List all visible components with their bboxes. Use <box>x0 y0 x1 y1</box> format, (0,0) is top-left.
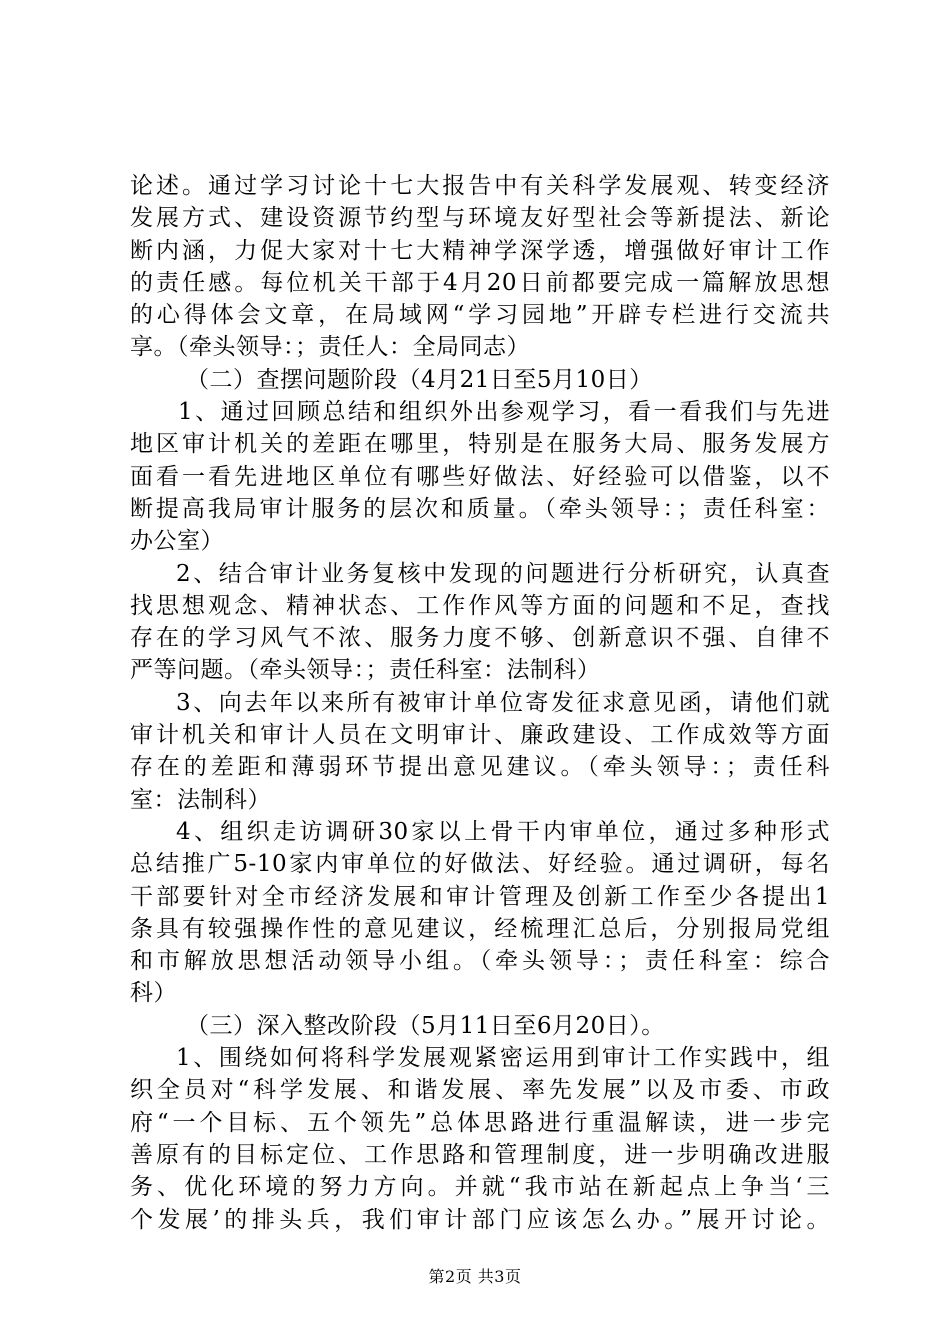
text-line: 审计机关和审计人员在文明审计、廉政建设、工作成效等方面 <box>130 722 830 749</box>
text-line: 3、向去年以来所有被审计单位寄发征求意见函，请他们就 <box>176 689 830 716</box>
text-line: 总结推广5-10家内审单位的好做法、好经验。通过调研，每名 <box>130 851 830 878</box>
text-line: 存在的差距和薄弱环节提出意见建议。（牵头领导：；责任科 <box>130 754 830 781</box>
text-line: 办公室） <box>130 528 224 555</box>
document-body <box>130 170 830 1236</box>
text-line: 断提高我局审计服务的层次和质量。（牵头领导：；责任科室： <box>130 495 830 522</box>
text-line: 的责任感。每位机关干部于4月20日前都要完成一篇解放思想 <box>130 269 830 296</box>
text-line: 的心得体会文章，在局域网“学习园地”开辟专栏进行交流共 <box>130 302 830 329</box>
text-line: 享。（牵头领导：；责任人：全局同志） <box>130 334 530 361</box>
text-line: 1、通过回顾总结和组织外出参观学习，看一看我们与先进 <box>178 399 830 426</box>
text-line: 找思想观念、精神状态、工作作风等方面的问题和不足，查找 <box>130 592 830 619</box>
text-line: 4、组织走访调研30家以上骨干内审单位，通过多种形式 <box>176 818 830 845</box>
text-line: 存在的学习风气不浓、服务力度不够、创新意识不强、自律不 <box>130 625 830 652</box>
text-line: 发展方式、建设资源节约型与环境友好型社会等新提法、新论 <box>130 205 830 232</box>
text-line: 个发展’的排头兵，我们审计部门应该怎么办。”展开讨论。 <box>130 1206 830 1233</box>
text-line: 严等问题。（牵头领导：；责任科室：法制科） <box>130 657 601 684</box>
section-heading: （三）深入整改阶段（5月11日至6月20日）。 <box>186 1012 665 1039</box>
text-line: 断内涵，力促大家对十七大精神学深学透，增强做好审计工作 <box>130 237 830 264</box>
page-number-footer: 第2页 共3页 <box>428 1267 522 1286</box>
text-line: 和市解放思想活动领导小组。（牵头领导：；责任科室：综合 <box>130 948 830 975</box>
text-line: 府“一个目标、五个领先”总体思路进行重温解读，进一步完 <box>130 1109 830 1136</box>
text-line: 务、优化环境的努力方向。并就“我市站在新起点上争当‘三 <box>130 1174 830 1201</box>
section-heading: （二）查摆问题阶段（4月21日至5月10日） <box>186 366 653 393</box>
text-line: 面看一看先进地区单位有哪些好做法、好经验可以借鉴，以不 <box>130 463 830 490</box>
text-line: 条具有较强操作性的意见建议，经梳理汇总后，分别报局党组 <box>130 915 830 942</box>
text-line: 2、结合审计业务复核中发现的问题进行分析研究，认真查 <box>176 560 830 587</box>
text-line: 室：法制科） <box>130 786 271 813</box>
text-line: 干部要针对全市经济发展和审计管理及创新工作至少各提出1 <box>130 883 830 910</box>
text-line: 论述。通过学习讨论十七大报告中有关科学发展观、转变经济 <box>130 173 830 199</box>
text-line: 地区审计机关的差距在哪里，特别是在服务大局、服务发展方 <box>130 431 830 458</box>
text-line: 1、围绕如何将科学发展观紧密运用到审计工作实践中，组 <box>176 1045 830 1072</box>
text-line: 织全员对“科学发展、和谐发展、率先发展”以及市委、市政 <box>130 1077 830 1104</box>
text-line: 善原有的目标定位、工作思路和管理制度，进一步明确改进服 <box>130 1141 830 1168</box>
text-line: 科） <box>130 980 177 1007</box>
